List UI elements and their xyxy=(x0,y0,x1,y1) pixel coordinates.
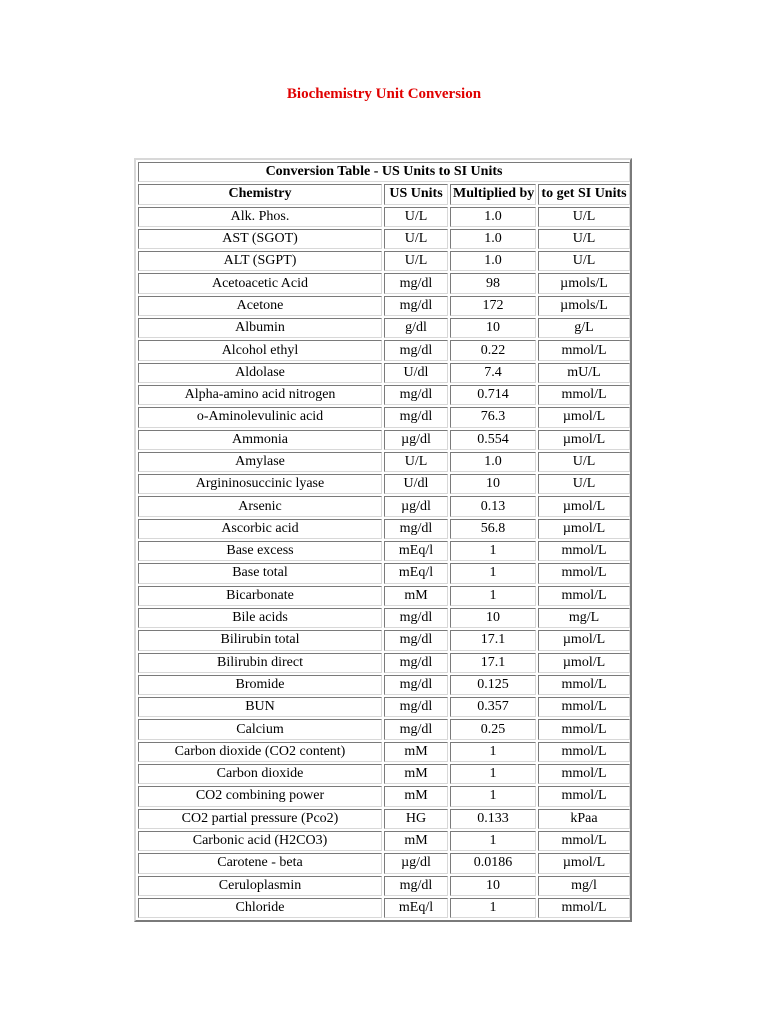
table-row xyxy=(138,519,630,539)
table-row xyxy=(138,452,630,472)
us-unit-cell: mg/dl xyxy=(384,385,448,405)
si-unit-cell: mmol/L xyxy=(538,675,630,695)
us-unit-cell: HG xyxy=(384,809,448,829)
us-unit-cell: U/L xyxy=(384,452,448,472)
us-unit-cell: mM xyxy=(384,742,448,762)
column-header-si-units: to get SI Units xyxy=(538,184,630,204)
column-header-multiplier: Multiplied by xyxy=(450,184,536,204)
si-unit-cell: mmol/L xyxy=(538,563,630,583)
multiplier-cell: 0.133 xyxy=(450,809,536,829)
chemistry-cell: Bromide xyxy=(138,675,382,695)
us-unit-cell: mg/dl xyxy=(384,697,448,717)
chemistry-cell: Ammonia xyxy=(138,430,382,450)
si-unit-cell: mmol/L xyxy=(538,340,630,360)
table-row xyxy=(138,630,630,650)
table-row xyxy=(138,653,630,673)
table-row xyxy=(138,876,630,896)
us-unit-cell: mg/dl xyxy=(384,407,448,427)
si-unit-cell: µmols/L xyxy=(538,273,630,293)
si-unit-cell: kPaa xyxy=(538,809,630,829)
chemistry-cell: Ceruloplasmin xyxy=(138,876,382,896)
chemistry-cell: Aldolase xyxy=(138,363,382,383)
si-unit-cell: U/L xyxy=(538,474,630,494)
column-header-chemistry: Chemistry xyxy=(138,184,382,204)
chemistry-cell: CO2 partial pressure (Pco2) xyxy=(138,809,382,829)
us-unit-cell: mg/dl xyxy=(384,340,448,360)
si-unit-cell: mmol/L xyxy=(538,831,630,851)
us-unit-cell: µg/dl xyxy=(384,853,448,873)
si-unit-cell: mmol/L xyxy=(538,898,630,918)
table-row xyxy=(138,251,630,271)
si-unit-cell: µmol/L xyxy=(538,653,630,673)
chemistry-cell: Bicarbonate xyxy=(138,586,382,606)
chemistry-cell: o-Aminolevulinic acid xyxy=(138,407,382,427)
us-unit-cell: µg/dl xyxy=(384,430,448,450)
table-row xyxy=(138,809,630,829)
si-unit-cell: U/L xyxy=(538,207,630,227)
chemistry-cell: Amylase xyxy=(138,452,382,472)
chemistry-cell: ALT (SGPT) xyxy=(138,251,382,271)
table-row xyxy=(138,430,630,450)
si-unit-cell: mmol/L xyxy=(538,697,630,717)
table-row xyxy=(138,229,630,249)
us-unit-cell: mEq/l xyxy=(384,898,448,918)
multiplier-cell: 1.0 xyxy=(450,207,536,227)
si-unit-cell: mU/L xyxy=(538,363,630,383)
table-row xyxy=(138,407,630,427)
us-unit-cell: U/dl xyxy=(384,474,448,494)
chemistry-cell: Carotene - beta xyxy=(138,853,382,873)
multiplier-cell: 0.25 xyxy=(450,719,536,739)
chemistry-cell: BUN xyxy=(138,697,382,717)
si-unit-cell: mmol/L xyxy=(538,541,630,561)
us-unit-cell: U/L xyxy=(384,207,448,227)
chemistry-cell: AST (SGOT) xyxy=(138,229,382,249)
table-row xyxy=(138,563,630,583)
us-unit-cell: mg/dl xyxy=(384,675,448,695)
us-unit-cell: mg/dl xyxy=(384,876,448,896)
table-row xyxy=(138,853,630,873)
table-row xyxy=(138,474,630,494)
si-unit-cell: µmols/L xyxy=(538,296,630,316)
si-unit-cell: mmol/L xyxy=(538,786,630,806)
multiplier-cell: 10 xyxy=(450,474,536,494)
table-row xyxy=(138,340,630,360)
multiplier-cell: 7.4 xyxy=(450,363,536,383)
table-row xyxy=(138,363,630,383)
table-row xyxy=(138,207,630,227)
chemistry-cell: CO2 combining power xyxy=(138,786,382,806)
table-row xyxy=(138,385,630,405)
multiplier-cell: 1 xyxy=(450,563,536,583)
si-unit-cell: µmol/L xyxy=(538,496,630,516)
multiplier-cell: 0.714 xyxy=(450,385,536,405)
table-row xyxy=(138,742,630,762)
multiplier-cell: 17.1 xyxy=(450,653,536,673)
page-title: Biochemistry Unit Conversion xyxy=(286,86,482,102)
chemistry-cell: Carbonic acid (H2CO3) xyxy=(138,831,382,851)
chemistry-cell: Alcohol ethyl xyxy=(138,340,382,360)
multiplier-cell: 10 xyxy=(450,608,536,628)
us-unit-cell: U/L xyxy=(384,251,448,271)
si-unit-cell: mg/L xyxy=(538,608,630,628)
table-row xyxy=(138,296,630,316)
multiplier-cell: 172 xyxy=(450,296,536,316)
us-unit-cell: mg/dl xyxy=(384,719,448,739)
chemistry-cell: Alpha-amino acid nitrogen xyxy=(138,385,382,405)
multiplier-cell: 1.0 xyxy=(450,452,536,472)
chemistry-cell: Bilirubin direct xyxy=(138,653,382,673)
multiplier-cell: 0.0186 xyxy=(450,853,536,873)
us-unit-cell: mg/dl xyxy=(384,296,448,316)
us-unit-cell: µg/dl xyxy=(384,496,448,516)
chemistry-cell: Arsenic xyxy=(138,496,382,516)
multiplier-cell: 0.22 xyxy=(450,340,536,360)
multiplier-cell: 76.3 xyxy=(450,407,536,427)
us-unit-cell: mg/dl xyxy=(384,608,448,628)
si-unit-cell: µmol/L xyxy=(538,407,630,427)
si-unit-cell: mmol/L xyxy=(538,385,630,405)
us-unit-cell: mg/dl xyxy=(384,519,448,539)
si-unit-cell: µmol/L xyxy=(538,430,630,450)
chemistry-cell: Carbon dioxide xyxy=(138,764,382,784)
si-unit-cell: U/L xyxy=(538,229,630,249)
conversion-table xyxy=(136,160,632,920)
table-row xyxy=(138,898,630,918)
table-row xyxy=(138,764,630,784)
multiplier-cell: 1 xyxy=(450,764,536,784)
us-unit-cell: mg/dl xyxy=(384,653,448,673)
table-body xyxy=(138,207,630,919)
us-unit-cell: mM xyxy=(384,764,448,784)
chemistry-cell: Argininosuccinic lyase xyxy=(138,474,382,494)
chemistry-cell: Alk. Phos. xyxy=(138,207,382,227)
table-row xyxy=(138,496,630,516)
table-row xyxy=(138,675,630,695)
table-row xyxy=(138,697,630,717)
table-row xyxy=(138,586,630,606)
us-unit-cell: g/dl xyxy=(384,318,448,338)
chemistry-cell: Acetoacetic Acid xyxy=(138,273,382,293)
si-unit-cell: mmol/L xyxy=(538,586,630,606)
us-unit-cell: mM xyxy=(384,586,448,606)
table-caption: Conversion Table - US Units to SI Units xyxy=(138,162,630,182)
table-row xyxy=(138,541,630,561)
multiplier-cell: 56.8 xyxy=(450,519,536,539)
multiplier-cell: 98 xyxy=(450,273,536,293)
multiplier-cell: 1.0 xyxy=(450,251,536,271)
chemistry-cell: Base excess xyxy=(138,541,382,561)
multiplier-cell: 1.0 xyxy=(450,229,536,249)
multiplier-cell: 1 xyxy=(450,586,536,606)
si-unit-cell: mg/l xyxy=(538,876,630,896)
chemistry-cell: Chloride xyxy=(138,898,382,918)
si-unit-cell: µmol/L xyxy=(538,519,630,539)
table-row xyxy=(138,786,630,806)
chemistry-cell: Base total xyxy=(138,563,382,583)
multiplier-cell: 0.554 xyxy=(450,430,536,450)
chemistry-cell: Bilirubin total xyxy=(138,630,382,650)
us-unit-cell: U/dl xyxy=(384,363,448,383)
table-row xyxy=(138,831,630,851)
multiplier-cell: 1 xyxy=(450,786,536,806)
multiplier-cell: 1 xyxy=(450,898,536,918)
multiplier-cell: 10 xyxy=(450,876,536,896)
si-unit-cell: g/L xyxy=(538,318,630,338)
multiplier-cell: 1 xyxy=(450,541,536,561)
conversion-table-frame xyxy=(134,158,632,922)
si-unit-cell: U/L xyxy=(538,452,630,472)
chemistry-cell: Acetone xyxy=(138,296,382,316)
chemistry-cell: Calcium xyxy=(138,719,382,739)
multiplier-cell: 17.1 xyxy=(450,630,536,650)
table-caption-row xyxy=(138,162,630,182)
chemistry-cell: Ascorbic acid xyxy=(138,519,382,539)
table-row xyxy=(138,318,630,338)
multiplier-cell: 1 xyxy=(450,742,536,762)
us-unit-cell: mEq/l xyxy=(384,541,448,561)
si-unit-cell: mmol/L xyxy=(538,742,630,762)
multiplier-cell: 0.357 xyxy=(450,697,536,717)
si-unit-cell: µmol/L xyxy=(538,853,630,873)
table-row xyxy=(138,719,630,739)
us-unit-cell: mg/dl xyxy=(384,273,448,293)
us-unit-cell: U/L xyxy=(384,229,448,249)
multiplier-cell: 0.125 xyxy=(450,675,536,695)
table-row xyxy=(138,608,630,628)
si-unit-cell: mmol/L xyxy=(538,719,630,739)
us-unit-cell: mM xyxy=(384,786,448,806)
multiplier-cell: 1 xyxy=(450,831,536,851)
multiplier-cell: 10 xyxy=(450,318,536,338)
si-unit-cell: mmol/L xyxy=(538,764,630,784)
si-unit-cell: µmol/L xyxy=(538,630,630,650)
us-unit-cell: mM xyxy=(384,831,448,851)
si-unit-cell: U/L xyxy=(538,251,630,271)
us-unit-cell: mg/dl xyxy=(384,630,448,650)
us-unit-cell: mEq/l xyxy=(384,563,448,583)
chemistry-cell: Carbon dioxide (CO2 content) xyxy=(138,742,382,762)
chemistry-cell: Bile acids xyxy=(138,608,382,628)
multiplier-cell: 0.13 xyxy=(450,496,536,516)
chemistry-cell: Albumin xyxy=(138,318,382,338)
column-header-us-units: US Units xyxy=(384,184,448,204)
table-header-row xyxy=(138,184,630,204)
table-row xyxy=(138,273,630,293)
